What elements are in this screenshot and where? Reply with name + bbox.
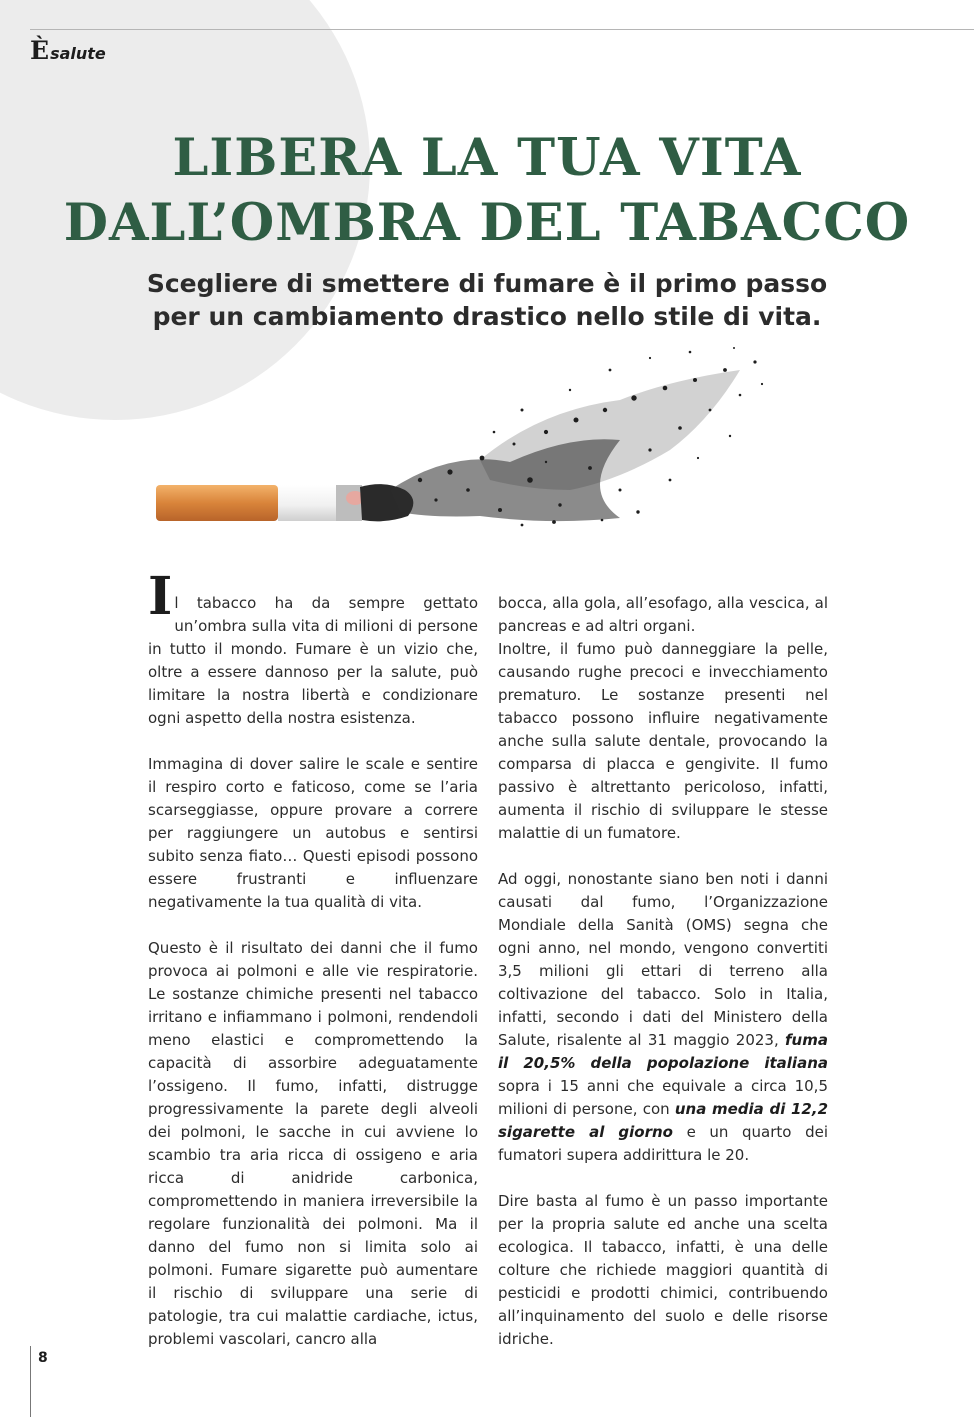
header-rule: [30, 29, 974, 30]
article-title: [0, 126, 974, 256]
paragraph-intro: [148, 566, 478, 730]
title-line-1: LIBERA LA TUA VITA: [172, 128, 802, 188]
subtitle-line-1: Scegliere di smettere di fumare è il primo passo: [146, 269, 828, 298]
section-tag: [30, 38, 106, 63]
paragraph: Dire basta al fumo è un passo importante per la propria salute ed anche una scelta ecologica. Il tabacco, infatti, è una delle colture che richiede maggiori quantità di pesticidi e prodotti chimici, contribuendo all’inquinamento del suolo e delle risorse idriche.: [498, 1192, 828, 1348]
paragraph-statistics: [498, 868, 828, 1167]
paragraph: Immagina di dover salire le scale e sentire il respiro corto e faticoso, come se l’aria scarseggiasse, oppure provare a correre per raggiungere un autobus e sentirsi subito senza fiato… Questi episodi possono essere frustranti e influenzare negativamente la tua qualità di vita.: [148, 755, 478, 911]
drop-cap: I: [148, 566, 173, 627]
section-name: salute: [50, 44, 106, 63]
text-run: sopra i 15 anni che equivale a circa 10,5 milioni di persone, con: [498, 1077, 828, 1118]
highlight-smokers-percentage: fuma il 20,5% della popolazione italiana: [498, 1031, 828, 1072]
title-line-2: DALL’OMBRA DEL TABACCO: [63, 193, 911, 253]
paragraph: bocca, alla gola, all’esofago, alla vescica, al pancreas e ad altri organi.: [498, 594, 828, 635]
subtitle-line-2: per un cambiamento drastico nello stile di vita.: [152, 302, 822, 331]
article-column-right: [498, 592, 828, 1351]
text-run: Ad oggi, nonostante siano ben noti i danni causati dal fumo, l’Organizzazione Mondiale della Sanità (OMS) segna che ogni anno, nel mondo, vengono convertiti 3,5 milioni gli ettari di terreno alla coltivazione del tabacco. Solo in Italia, infatti, secondo i dati del Ministero della Salute, risalente al 31 maggio 2023,: [498, 870, 828, 1049]
paragraph-intro-text: l tabacco ha da sempre gettato un’ombra sulla vita di milioni di persone in tutto il mondo. Fumare è un vizio che, oltre a essere dannoso per la salute, può limitare la nostra libertà e condizionare ogni aspetto della nostra esistenza.: [148, 594, 478, 727]
section-logo-letter: È: [30, 36, 50, 65]
footer-rule: [30, 1346, 31, 1417]
cigarette-smoke-icon: [150, 340, 790, 540]
paragraph: Questo è il risultato dei danni che il fumo provoca ai polmoni e alle vie respiratorie. Le sostanze chimiche presenti nel tabacco irritano e infiammano i polmoni, rendendoli meno elastici e compromettendo la capacità di assorbire adeguatamente l’ossigeno. Il fumo, infatti, distrugge progressivamente la parete degli alveoli dei polmoni, le sacche in cui avviene lo scambio tra aria ricca di ossigeno e aria ricca di anidride carbonica, compromettendo in maniera irreversibile la regolare funzionalità dei polmoni. Ma il danno del fumo non si limita solo ai polmoni. Fumare sigarette può aumentare il rischio di sviluppare una serie di patologie, tra cui malattie cardiache, ictus, problemi vascolari, cancro alla: [148, 939, 478, 1348]
text-run: e un quarto dei fumatori supera addirittura le 20.: [498, 1123, 828, 1164]
article-column-left: [148, 566, 478, 1351]
highlight-cigarettes-per-day: una media di 12,2 sigarette al giorno: [498, 1100, 829, 1141]
paragraph: Inoltre, il fumo può danneggiare la pelle, causando rughe precoci e invecchiamento prematuro. Le sostanze presenti nel tabacco possono influire negativamente anche sulla salute dentale, provocando la comparsa di placca e gengivite. Il fumo passivo è altrettanto pericoloso, infatti, aumenta il rischio di sviluppare le stesse malattie di un fumatore.: [498, 640, 828, 842]
page-number: 8: [38, 1350, 48, 1366]
article-subtitle: [0, 267, 974, 333]
